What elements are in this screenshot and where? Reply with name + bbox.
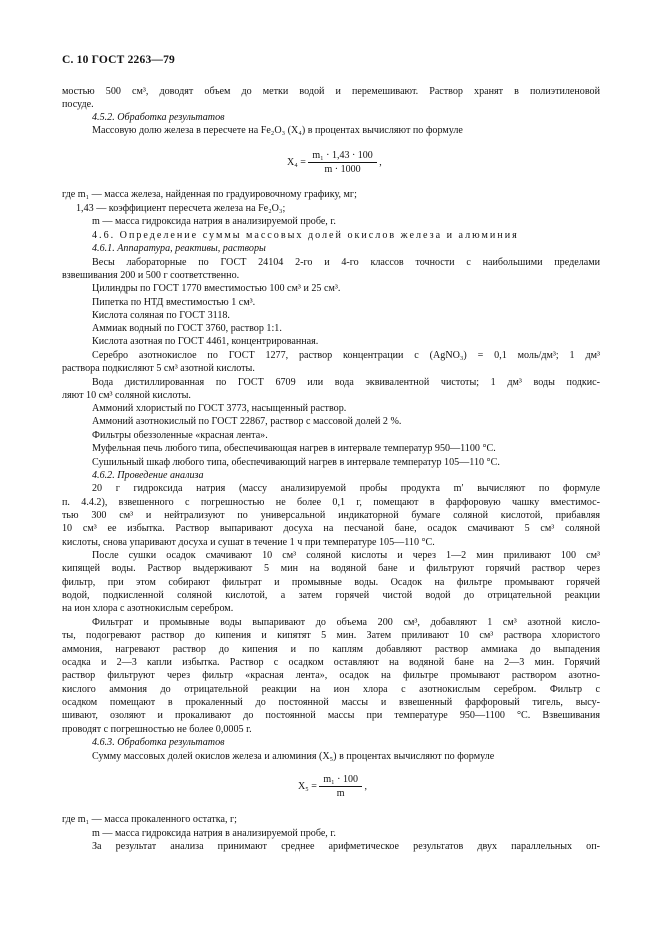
text-line: 20 г гидроксида натрия (массу анализируемой пробы продукта m′ вычисляют по формуле: [92, 483, 600, 494]
formula-lhs: X₄ =: [287, 156, 306, 168]
subsection-heading: 4.6.1. Аппаратура, реактивы, растворы: [92, 243, 266, 254]
formula-lhs: X₅ =: [298, 780, 317, 792]
text-line: m — масса гидроксида натрия в анализируемой пробе, г.: [92, 216, 336, 227]
text-line: ты, подогревают раствор до кипения и кипятят 5 мин. Затем приливают 10 см³ раствора хлористого: [62, 630, 600, 641]
text-line: Вода дистиллированная по ГОСТ 6709 или вода эквивалентной чистоты; 1 дм³ воды подкис-: [92, 377, 600, 388]
text-line: 1,43 — коэффициент пересчета железа на Fe₂O₃;: [76, 203, 286, 214]
text-line: водой, подкисленной соляной кислотой, а затем горячей чистой водой до отрицательной реакции: [62, 590, 600, 601]
text-line: Серебро азотнокислое по ГОСТ 1277, раствор концентрации c (AgNO₃) = 0,1 моль/дм³; 1 дм³: [92, 350, 600, 361]
text-line: Цилиндры по ГОСТ 1770 вместимостью 100 см³ и 25 см³.: [92, 283, 341, 294]
formula-denominator: m: [336, 788, 345, 799]
text-line: 10 см³ ее избытка. Раствор выпаривают досуха на песчаной бане, осадок смачивают 5 см³ соляной: [62, 523, 600, 534]
formula-tail: ,: [364, 780, 367, 792]
text-line: раствора подкисляют 5 см³ азотной кислоты.: [62, 363, 255, 374]
text-line: Аммоний азотнокислый по ГОСТ 22867, раствор с массовой долей 2 %.: [92, 416, 402, 427]
text-line: проводят с погрешностью не более 0,0005 г.: [62, 724, 252, 735]
text-line: Сумму массовых долей окислов железа и алюминия (X₅) в процентах вычисляют по формуле: [92, 751, 495, 762]
formula-denominator: m · 1000: [324, 164, 361, 175]
formula-fraction: [308, 150, 376, 175]
text-line: Аммиак водный по ГОСТ 3760, раствор 1:1.: [92, 323, 282, 334]
text-line: ляют 10 см³ соляной кислоты.: [62, 390, 191, 401]
text-line: взвешивания 200 и 500 г соответственно.: [62, 270, 240, 281]
text-line: За результат анализа принимают среднее арифметическое результатов двух параллельных оп-: [92, 841, 600, 852]
text-line: Фильтрат и промывные воды выпаривают до объема 200 см³, добавляют 1 см³ азотной кисло-: [92, 617, 600, 628]
formula-fraction: [319, 774, 362, 799]
formula-numerator: m₁ · 100: [319, 774, 362, 787]
text-line: Муфельная печь любого типа, обеспечивающая нагрев в интервале температур 950—1100 °С.: [92, 443, 496, 454]
text-line: тью 300 см³ и нейтрализуют по универсальной индикаторной бумаге соляной кислотой, прибавляя: [62, 510, 600, 521]
formula-x4: [287, 150, 382, 175]
text-line: кипящей воды. Раствор выдерживают 5 мин на водяной бане и фильтруют горячий раствор через: [62, 563, 600, 574]
text-line: Сушильный шкаф любого типа, обеспечивающий нагрев в интервале температур 105—110 °С.: [92, 457, 500, 468]
text-line: п. 4.4.2), взвешенного с погрешностью не более 0,1 г, помещают в фарфоровую чашку вместимос-: [62, 497, 600, 508]
text-line: кислого аммония до отрицательной реакции на ион хлора с азотнокислым серебром. Фильтр с: [62, 684, 600, 695]
text-line: осадком помещают в прокаленный до постоянной массы и взвешенный фарфоровый тигель, высу-: [62, 697, 600, 708]
text-line: посуде.: [62, 99, 94, 110]
text-line: Пипетка по НТД вместимостью 1 см³.: [92, 297, 256, 308]
text-line: После сушки осадок смачивают 10 см³ соляной кислоты и через 1—2 мин приливают 100 см³: [92, 550, 600, 561]
formula-tail: ,: [379, 156, 382, 168]
formula-x5: [298, 774, 367, 799]
text-line: Кислота азотная по ГОСТ 4461, концентрированная.: [92, 336, 319, 347]
subsection-heading: 4.6.3. Обработка результатов: [92, 737, 225, 748]
formula-numerator: m₁ · 1,43 · 100: [308, 150, 376, 163]
text-line: Фильтры обеззоленные «красная лента».: [92, 430, 268, 441]
text-line: Массовую долю железа в пересчете на Fe₂O₃ (X₄) в процентах вычисляют по формуле: [92, 125, 463, 136]
text-line: m — масса гидроксида натрия в анализируемой пробе, г.: [92, 828, 336, 839]
text-line: аммония, нагревают раствор до кипения и по каплям добавляют раствор аммиака до выпадения: [62, 644, 600, 655]
text-line: где m₁ — масса железа, найденная по градуировочному графику, мг;: [62, 189, 357, 200]
text-line: фильтр, при этом собирают фильтрат и промывные воды. Осадок на фильтре промывают горячей: [62, 577, 600, 588]
subsection-heading: 4.6.2. Проведение анализа: [92, 470, 204, 481]
text-line: Аммоний хлористый по ГОСТ 3773, насыщенный раствор.: [92, 403, 347, 414]
text-line: осадка и 2—3 капли избытка. Раствор с осадком оставляют на водяной бане на 2—3 мин. Горячий: [62, 657, 600, 668]
section-heading: 4.6. Определение суммы массовых долей окислов железа и алюминия: [92, 230, 519, 241]
text-line: где m₁ — масса прокаленного остатка, г;: [62, 814, 237, 825]
text-line: шивают, озоляют и прокаливают до постоянной массы при температуре 950—1100 °С. Взвешивания: [62, 710, 600, 721]
text-line: Кислота соляная по ГОСТ 3118.: [92, 310, 230, 321]
text-line: мостью 500 см³, доводят объем до метки водой и перемешивают. Раствор хранят в полиэтиленовой: [62, 86, 600, 97]
text-line: Весы лабораторные по ГОСТ 24104 2-го и 4-го классов точности с наибольшими пределами: [92, 257, 600, 268]
page-header: С. 10 ГОСТ 2263—79: [62, 54, 175, 66]
text-line: на ион хлора с азотнокислым серебром.: [62, 603, 234, 614]
subsection-heading: 4.5.2. Обработка результатов: [92, 112, 225, 123]
text-line: раствор фильтруют через фильтр «красная лента», осадок на фильтре промывают раствором азотно-: [62, 670, 600, 681]
text-line: кислоты, снова упаривают досуха и сушат в течение 1 ч при температуре 105—110 °С.: [62, 537, 435, 548]
